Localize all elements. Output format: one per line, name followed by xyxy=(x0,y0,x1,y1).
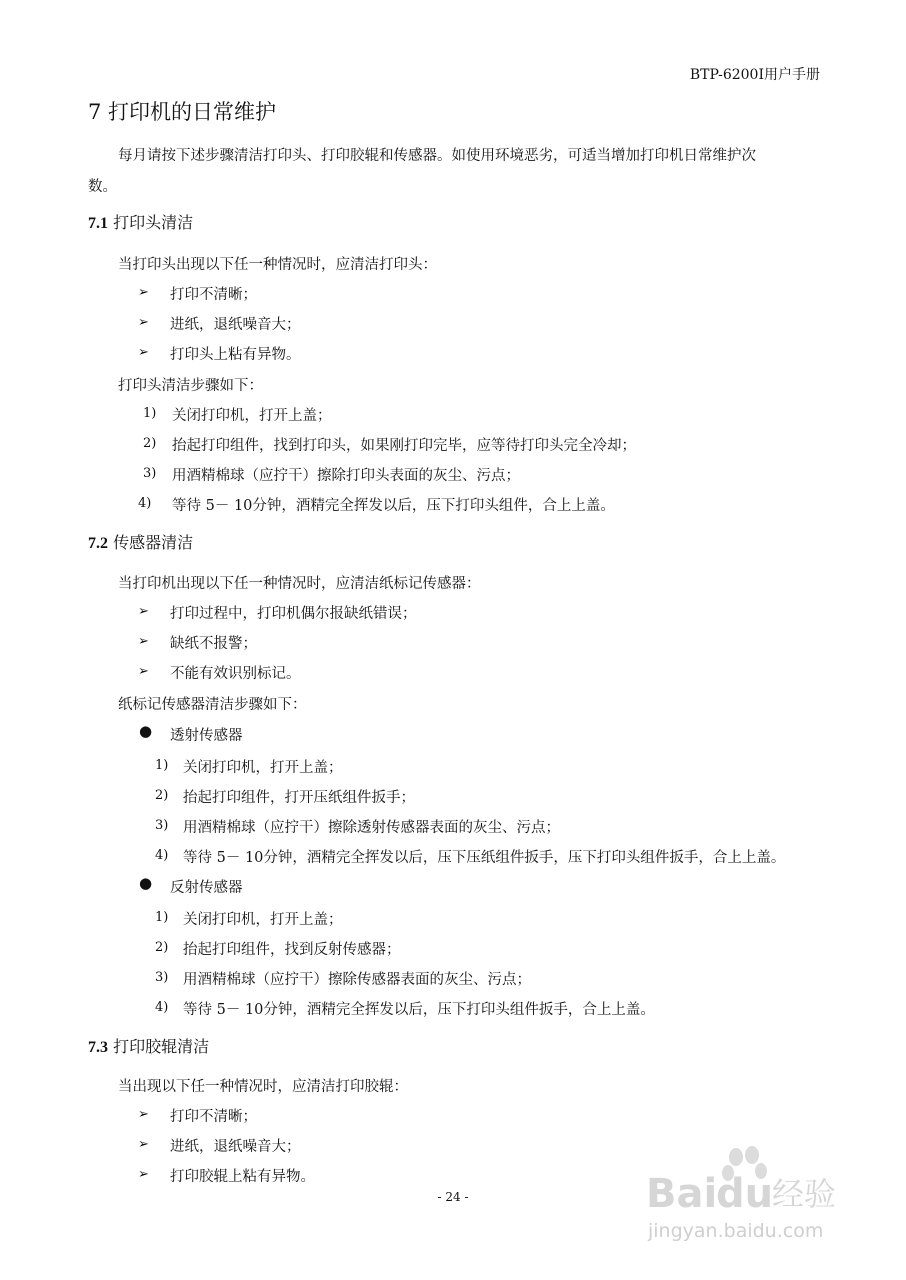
step-item: 抬起打印组件，找到打印头，如果刚打印完毕，应等待打印头完全冷却； xyxy=(172,438,636,454)
step-number: 2) xyxy=(143,436,157,451)
step-item: 关闭打印机，打开上盖； xyxy=(183,760,343,776)
list-item: 打印胶辊上粘有异物。 xyxy=(170,1169,315,1185)
arrowhead-bullet-icon: ➢ xyxy=(138,285,149,300)
step-item: 关闭打印机，打开上盖； xyxy=(172,408,332,424)
list-item: 打印头上粘有异物。 xyxy=(170,347,301,363)
arrowhead-bullet-icon: ➢ xyxy=(138,345,149,360)
step-item: 等待 5－ 10分钟，酒精完全挥发以后，压下打印头组件扳手，合上上盖。 xyxy=(183,1002,655,1018)
step-item: 抬起打印组件，找到反射传感器； xyxy=(183,942,401,958)
arrowhead-bullet-icon: ➢ xyxy=(138,604,149,619)
svg-text:经验: 经验 xyxy=(772,1175,837,1213)
arrowhead-bullet-icon: ➢ xyxy=(138,315,149,330)
s1-condition: 当打印头出现以下任一种情况时，应清洁打印头： xyxy=(118,257,437,273)
step-item: 等待 5－ 10分钟，酒精完全挥发以后，压下打印头组件，合上上盖。 xyxy=(172,498,615,514)
s1-steps-title: 打印头清洁步骤如下： xyxy=(118,378,263,394)
list-item: 进纸，退纸噪音大； xyxy=(170,1139,301,1155)
arrowhead-bullet-icon: ➢ xyxy=(138,664,149,679)
step-number: 4) xyxy=(155,1000,169,1015)
step-number: 4) xyxy=(155,848,169,863)
step-item: 用酒精棉球（应拧干）擦除打印头表面的灰尘、污点； xyxy=(172,468,520,484)
step-number: 1) xyxy=(155,910,169,925)
group-title-reflective: 反射传感器 xyxy=(170,880,243,896)
section-number: 7.2 xyxy=(88,535,108,552)
s2-steps-title: 纸标记传感器清洁步骤如下： xyxy=(118,697,307,713)
svg-text:du: du xyxy=(716,1171,774,1217)
arrowhead-bullet-icon: ➢ xyxy=(138,1167,149,1182)
step-number: 3) xyxy=(155,970,169,985)
step-item: 用酒精棉球（应拧干）擦除传感器表面的灰尘、污点； xyxy=(183,972,531,988)
filled-dot-icon: ● xyxy=(139,874,153,892)
s2-condition: 当打印机出现以下任一种情况时，应清洁纸标记传感器： xyxy=(118,576,481,592)
filled-dot-icon: ● xyxy=(139,722,153,740)
arrowhead-bullet-icon: ➢ xyxy=(138,634,149,649)
step-number: 3) xyxy=(155,818,169,833)
list-item: 打印过程中，打印机偶尔报缺纸错误； xyxy=(170,606,417,622)
section-title: 打印胶辊清洁 xyxy=(113,1037,210,1056)
section-title: 传感器清洁 xyxy=(113,533,194,552)
watermark-brand: Bai xyxy=(646,1171,718,1217)
list-item: 打印不清晰； xyxy=(170,1109,257,1125)
manual-title: BTP-6200I用户手册 xyxy=(689,67,820,83)
intro-paragraph-line1: 每月请按下述步骤清洁打印头、打印胶辊和传感器。如使用环境恶劣，可适当增加打印机日常维护次 xyxy=(118,148,756,164)
step-number: 2) xyxy=(155,940,169,955)
step-number: 1) xyxy=(143,406,157,421)
step-number: 4) xyxy=(138,496,152,511)
page-number: - 24 - xyxy=(437,1190,469,1204)
step-number: 3) xyxy=(143,466,157,481)
section-title: 打印头清洁 xyxy=(113,213,194,232)
step-item: 抬起打印组件，打开压纸组件扳手； xyxy=(183,790,415,806)
arrowhead-bullet-icon: ➢ xyxy=(138,1107,149,1122)
list-item: 缺纸不报警； xyxy=(170,636,257,652)
list-item: 不能有效识别标记。 xyxy=(170,666,301,682)
chapter-title: 7 打印机的日常维护 xyxy=(88,100,277,124)
s3-condition: 当出现以下任一种情况时，应清洁打印胶辊： xyxy=(118,1079,408,1095)
section-heading-7-3 xyxy=(88,1034,209,1057)
paw-toe xyxy=(729,1148,743,1166)
step-item: 用酒精棉球（应拧干）擦除透射传感器表面的灰尘、污点； xyxy=(183,820,560,836)
list-item: 进纸，退纸噪音大； xyxy=(170,317,301,333)
section-heading-7-2 xyxy=(88,530,193,553)
section-number: 7.3 xyxy=(88,1039,108,1056)
baidu-jingyan-watermark xyxy=(644,1145,854,1245)
group-title-transmissive: 透射传感器 xyxy=(170,728,243,744)
step-number: 2) xyxy=(155,788,169,803)
section-number: 7.1 xyxy=(88,215,108,232)
paw-toe xyxy=(745,1146,759,1164)
watermark-url: jingyan.baidu.com xyxy=(648,1220,824,1242)
intro-paragraph-line2: 数。 xyxy=(88,179,117,195)
step-number: 1) xyxy=(155,758,169,773)
step-item: 关闭打印机，打开上盖； xyxy=(183,912,343,928)
arrowhead-bullet-icon: ➢ xyxy=(138,1137,149,1152)
section-heading-7-1 xyxy=(88,210,193,233)
list-item: 打印不清晰； xyxy=(170,287,257,303)
step-item: 等待 5－ 10分钟，酒精完全挥发以后，压下压纸组件扳手，压下打印头组件扳手，合上上盖。 xyxy=(183,850,786,866)
